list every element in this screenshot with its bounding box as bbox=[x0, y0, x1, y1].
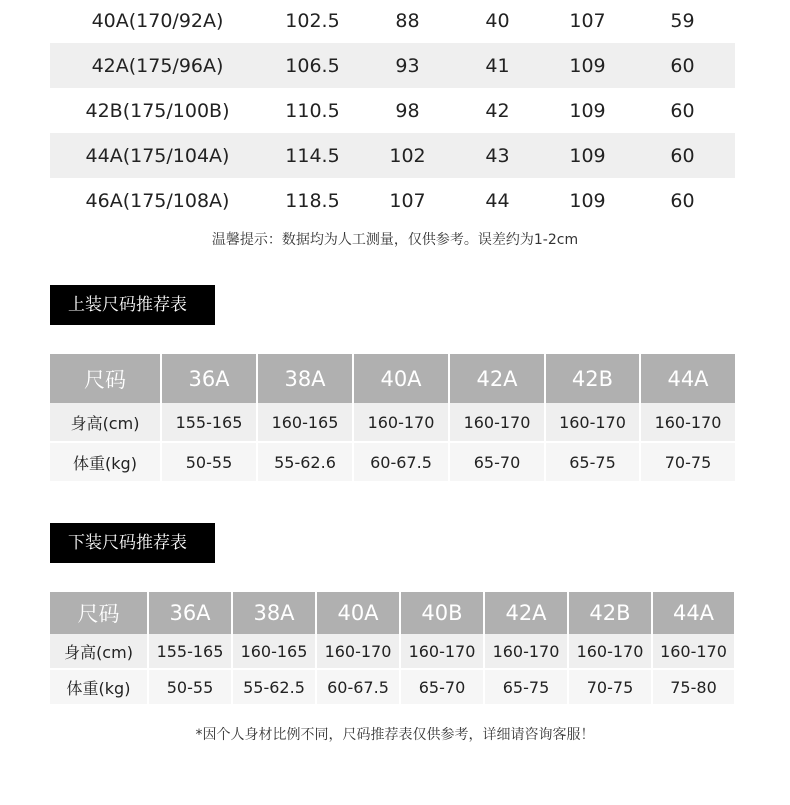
table-cell: 93 bbox=[395, 54, 420, 77]
table-cell: 109 bbox=[569, 144, 606, 167]
table-cell: 109 bbox=[569, 54, 606, 77]
bottom-size-section-label: 下装尺码推荐表 bbox=[50, 523, 215, 563]
table-cell: 155-165 bbox=[161, 403, 257, 442]
table-cell: 160-170 bbox=[449, 403, 545, 442]
table-cell: 41 bbox=[485, 54, 510, 77]
header-cell: 44A bbox=[640, 354, 735, 403]
table-cell: 59 bbox=[670, 9, 695, 32]
table-cell: 50-55 bbox=[161, 442, 257, 481]
table-row bbox=[50, 88, 735, 133]
header-cell: 42A bbox=[449, 354, 545, 403]
table-cell: 体重(kg) bbox=[50, 669, 148, 704]
header-cell: 42B bbox=[545, 354, 640, 403]
table-cell: 60-67.5 bbox=[353, 442, 449, 481]
header-cell: 38A bbox=[232, 592, 316, 634]
footer-note: *因个人身材比例不同，尺码推荐表仅供参考，详细请咨询客服！ bbox=[195, 727, 595, 743]
table-cell: 98 bbox=[395, 99, 420, 122]
table-header-row bbox=[50, 592, 734, 634]
header-cell: 42A bbox=[484, 592, 568, 634]
table-cell: 42A(175/96A) bbox=[91, 54, 224, 77]
table-cell: 109 bbox=[569, 99, 606, 122]
top-size-recommendation-table bbox=[50, 354, 735, 481]
header-cell: 36A bbox=[161, 354, 257, 403]
table-cell: 70-75 bbox=[640, 442, 735, 481]
table-cell: 60-67.5 bbox=[316, 669, 400, 704]
table-cell: 109 bbox=[569, 189, 606, 212]
table-header-row bbox=[50, 354, 735, 403]
height-row bbox=[50, 634, 734, 669]
table-cell: 70-75 bbox=[568, 669, 652, 704]
table-cell: 50-55 bbox=[148, 669, 232, 704]
header-cell: 尺码 bbox=[50, 592, 148, 634]
measurement-note: 温馨提示：数据均为人工测量，仅供参考。误差约为1-2cm bbox=[211, 232, 579, 248]
table-cell: 102 bbox=[389, 144, 426, 167]
header-cell: 36A bbox=[148, 592, 232, 634]
table-cell: 65-75 bbox=[545, 442, 640, 481]
table-cell: 88 bbox=[395, 9, 420, 32]
height-row bbox=[50, 403, 735, 442]
bottom-size-recommendation-table bbox=[50, 592, 734, 704]
table-cell: 65-70 bbox=[449, 442, 545, 481]
table-row bbox=[50, 43, 735, 88]
table-row bbox=[50, 133, 735, 178]
table-cell: 60 bbox=[670, 144, 695, 167]
table-cell: 160-170 bbox=[316, 634, 400, 669]
table-cell: 160-165 bbox=[232, 634, 316, 669]
table-cell: 65-75 bbox=[484, 669, 568, 704]
table-cell: 40A(170/92A) bbox=[91, 9, 224, 32]
weight-row bbox=[50, 669, 734, 704]
table-cell: 46A(175/108A) bbox=[85, 189, 230, 212]
header-cell: 40B bbox=[400, 592, 484, 634]
table-cell: 60 bbox=[670, 189, 695, 212]
table-cell: 43 bbox=[485, 144, 510, 167]
table-cell: 160-170 bbox=[652, 634, 734, 669]
table-cell: 44A(175/104A) bbox=[85, 144, 230, 167]
table-cell: 160-165 bbox=[257, 403, 353, 442]
table-cell: 160-170 bbox=[400, 634, 484, 669]
table-cell: 44 bbox=[485, 189, 510, 212]
table-cell: 102.5 bbox=[285, 9, 340, 32]
table-cell: 75-80 bbox=[652, 669, 734, 704]
table-cell: 114.5 bbox=[285, 144, 340, 167]
header-cell: 44A bbox=[652, 592, 734, 634]
weight-row bbox=[50, 442, 735, 481]
table-cell: 160-170 bbox=[568, 634, 652, 669]
header-cell: 42B bbox=[568, 592, 652, 634]
table-cell: 40 bbox=[485, 9, 510, 32]
size-measurement-table bbox=[50, 0, 735, 223]
table-cell: 55-62.6 bbox=[257, 442, 353, 481]
table-cell: 42 bbox=[485, 99, 510, 122]
table-cell: 118.5 bbox=[285, 189, 340, 212]
table-cell: 55-62.5 bbox=[232, 669, 316, 704]
table-cell: 106.5 bbox=[285, 54, 340, 77]
table-cell: 60 bbox=[670, 99, 695, 122]
header-cell: 尺码 bbox=[50, 354, 161, 403]
table-cell: 42B(175/100B) bbox=[85, 99, 230, 122]
table-cell: 65-70 bbox=[400, 669, 484, 704]
table-cell: 160-170 bbox=[640, 403, 735, 442]
table-cell: 160-170 bbox=[545, 403, 640, 442]
table-cell: 身高(cm) bbox=[50, 403, 161, 442]
table-cell: 60 bbox=[670, 54, 695, 77]
table-cell: 107 bbox=[569, 9, 606, 32]
table-cell: 身高(cm) bbox=[50, 634, 148, 669]
header-cell: 38A bbox=[257, 354, 353, 403]
table-cell: 体重(kg) bbox=[50, 442, 161, 481]
table-cell: 107 bbox=[389, 189, 426, 212]
table-cell: 110.5 bbox=[285, 99, 340, 122]
table-cell: 160-170 bbox=[353, 403, 449, 442]
table-cell: 155-165 bbox=[148, 634, 232, 669]
table-cell: 160-170 bbox=[484, 634, 568, 669]
header-cell: 40A bbox=[316, 592, 400, 634]
table-row bbox=[50, 178, 735, 223]
header-cell: 40A bbox=[353, 354, 449, 403]
table-row bbox=[50, 0, 735, 43]
top-size-section-label: 上装尺码推荐表 bbox=[50, 285, 215, 325]
